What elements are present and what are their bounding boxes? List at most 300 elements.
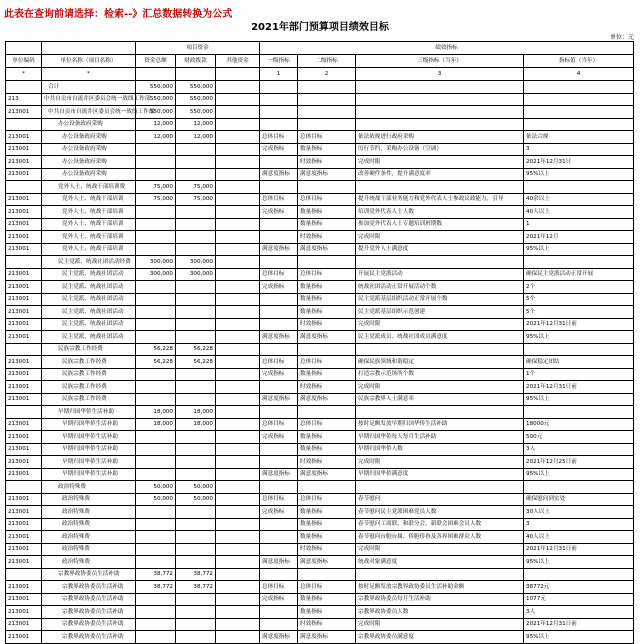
level1-cell: 总体目标 xyxy=(260,356,298,369)
level1-cell: 总体目标 xyxy=(260,268,298,281)
level1-cell: 满意度指标 xyxy=(260,393,298,406)
unit-name-cell: 民主党派、统战社团活动 xyxy=(42,318,136,331)
level1-cell xyxy=(260,618,298,631)
total-funds-cell xyxy=(136,506,176,519)
fiscal-funds-cell: 18,000 xyxy=(176,418,216,431)
level3-cell: 打造宗教示范场所个数 xyxy=(356,368,524,381)
unit-code-cell: 213001 xyxy=(6,443,42,456)
level3-cell: 民主党派成员、统战社团成员满意度 xyxy=(356,331,524,344)
unit-code-cell: 213001 xyxy=(6,631,42,644)
table-row xyxy=(6,593,634,606)
unit-code-cell xyxy=(6,568,42,581)
other-funds-cell xyxy=(216,556,260,569)
level2-cell: 数量指标 xyxy=(298,143,356,156)
table-row xyxy=(6,193,634,206)
level3-cell: 统战社团活动正常开展活动个数 xyxy=(356,281,524,294)
table-row xyxy=(6,256,634,269)
level3-cell xyxy=(356,481,524,494)
other-funds-cell xyxy=(216,381,260,394)
unit-code-cell xyxy=(6,343,42,356)
other-funds-cell xyxy=(216,218,260,231)
other-funds-cell xyxy=(216,468,260,481)
fiscal-funds-cell xyxy=(176,156,216,169)
level3-cell xyxy=(356,93,524,106)
table-row xyxy=(6,118,634,131)
unit-name-cell: 早期归国华侨生活补助 xyxy=(42,468,136,481)
value-cell: 1077元 xyxy=(524,593,634,606)
header-star: * xyxy=(42,68,136,81)
other-funds-cell xyxy=(216,181,260,194)
fiscal-funds-cell: 38,772 xyxy=(176,568,216,581)
header-cell xyxy=(216,68,260,81)
table-row xyxy=(6,606,634,619)
fiscal-funds-cell xyxy=(176,281,216,294)
total-funds-cell xyxy=(136,468,176,481)
table-row xyxy=(6,456,634,469)
fiscal-funds-cell xyxy=(176,531,216,544)
value-cell: 3人 xyxy=(524,443,634,456)
unit-name-cell: 党外人士、统战干部培训 xyxy=(42,243,136,256)
total-funds-cell xyxy=(136,143,176,156)
unit-name-cell: 政治特殊费 xyxy=(42,493,136,506)
value-cell: 95%以上 xyxy=(524,243,634,256)
table-row xyxy=(6,431,634,444)
total-funds-cell xyxy=(136,443,176,456)
header-num-4: 4 xyxy=(524,68,634,81)
value-cell: 2021年12月25日前 xyxy=(524,456,634,469)
level2-cell: 总体目标 xyxy=(298,268,356,281)
total-funds-cell xyxy=(136,218,176,231)
other-funds-cell xyxy=(216,118,260,131)
unit-name-cell: 早期归国华侨生活补助 xyxy=(42,418,136,431)
fiscal-funds-cell: 38,772 xyxy=(176,581,216,594)
total-funds-cell xyxy=(136,531,176,544)
level1-cell: 满意度指标 xyxy=(260,243,298,256)
level3-cell xyxy=(356,568,524,581)
value-cell xyxy=(524,106,634,119)
level2-cell xyxy=(298,406,356,419)
unit-code-cell: 213 xyxy=(6,93,42,106)
header-value: 指标值（当年） xyxy=(524,55,634,68)
value-cell: 3 xyxy=(524,518,634,531)
unit-name-cell: 中共自贡市自流井区委员会统一战线工作部 xyxy=(42,106,136,119)
other-funds-cell xyxy=(216,518,260,531)
total-funds-cell xyxy=(136,393,176,406)
level1-cell: 满意度指标 xyxy=(260,331,298,344)
table-row xyxy=(6,531,634,544)
level3-cell: 民族宗教界人士满意率 xyxy=(356,393,524,406)
level1-cell xyxy=(260,306,298,319)
unit-name-cell: 中共自贡市自流井区委员会统一战线工作部 xyxy=(42,93,136,106)
level2-cell: 数量指标 xyxy=(298,206,356,219)
level3-cell: 宗教界政协委员每月生活补助 xyxy=(356,593,524,606)
level1-cell xyxy=(260,443,298,456)
level3-cell: 民主党派基层组织活动正常开展个数 xyxy=(356,293,524,306)
fiscal-funds-cell: 550,000 xyxy=(176,93,216,106)
unit-name-cell: 党外人士、统战干部培训 xyxy=(42,231,136,244)
header-total-funds: 资金总额 xyxy=(136,55,176,68)
value-cell: 3 xyxy=(524,143,634,156)
unit-code-cell: 213001 xyxy=(6,581,42,594)
total-funds-cell xyxy=(136,231,176,244)
level2-cell xyxy=(298,343,356,356)
value-cell: 38772元 xyxy=(524,581,634,594)
level3-cell: 按时足额发放宗教界政协委员生活补助金额 xyxy=(356,581,524,594)
unit-name-cell: 民族宗教工作经费 xyxy=(42,381,136,394)
unit-code-cell: 213001 xyxy=(6,531,42,544)
total-funds-cell xyxy=(136,456,176,469)
level3-cell: 春节慰问工商联、和联分会、新联会困难会员人数 xyxy=(356,518,524,531)
total-funds-cell: 75,000 xyxy=(136,181,176,194)
unit-code-cell xyxy=(6,481,42,494)
value-cell: 确保慰问到实处 xyxy=(524,493,634,506)
total-funds-cell xyxy=(136,543,176,556)
other-funds-cell xyxy=(216,481,260,494)
unit-code-cell: 213001 xyxy=(6,368,42,381)
unit-name-cell: 民主党派、统战社团活动 xyxy=(42,281,136,294)
table-body xyxy=(6,81,634,644)
total-funds-cell: 300,000 xyxy=(136,268,176,281)
level2-cell: 满意度指标 xyxy=(298,243,356,256)
unit-name-cell: 早期归国华侨生活补助 xyxy=(42,406,136,419)
unit-code-cell: 213001 xyxy=(6,206,42,219)
table-row xyxy=(6,493,634,506)
unit-code-cell: 213001 xyxy=(6,281,42,294)
level1-cell: 完成指标 xyxy=(260,206,298,219)
other-funds-cell xyxy=(216,243,260,256)
level2-cell: 数量指标 xyxy=(298,593,356,606)
fiscal-funds-cell: 50,000 xyxy=(176,481,216,494)
fiscal-funds-cell xyxy=(176,231,216,244)
value-cell: 95%以上 xyxy=(524,331,634,344)
total-funds-cell xyxy=(136,381,176,394)
level3-cell: 宗教界政协委员满意度 xyxy=(356,631,524,644)
unit-name-cell: 办公设备政府采购 xyxy=(42,118,136,131)
total-funds-cell: 56,228 xyxy=(136,356,176,369)
table-row xyxy=(6,206,634,219)
header-project-funds: 项目资金 xyxy=(136,42,260,55)
level3-cell xyxy=(356,81,524,94)
level1-cell xyxy=(260,218,298,231)
fiscal-funds-cell xyxy=(176,206,216,219)
table-row xyxy=(6,481,634,494)
header-num-2: 2 xyxy=(298,68,356,81)
total-funds-cell xyxy=(136,368,176,381)
level3-cell: 完成时限 xyxy=(356,618,524,631)
other-funds-cell xyxy=(216,343,260,356)
unit-name-cell: 党外人士、统战干部培训费 xyxy=(42,181,136,194)
unit-name-cell: 宗教界政协委员生活补助 xyxy=(42,593,136,606)
level1-cell: 完成指标 xyxy=(260,368,298,381)
value-cell xyxy=(524,481,634,494)
other-funds-cell xyxy=(216,306,260,319)
table-row xyxy=(6,306,634,319)
unit-name-cell: 早期归国华侨生活补助 xyxy=(42,456,136,469)
level3-cell: 完成时限 xyxy=(356,381,524,394)
total-funds-cell: 12,000 xyxy=(136,118,176,131)
unit-name-cell: 合计 xyxy=(42,81,136,94)
level1-cell: 总体目标 xyxy=(260,493,298,506)
level1-cell xyxy=(260,456,298,469)
level2-cell: 总体目标 xyxy=(298,418,356,431)
total-funds-cell xyxy=(136,606,176,619)
value-cell: 95%以上 xyxy=(524,393,634,406)
unit-code-cell: 213001 xyxy=(6,456,42,469)
total-funds-cell: 50,000 xyxy=(136,481,176,494)
level3-cell: 提升统战干部业务能力和党外代表人士参政议政能力，引导 xyxy=(356,193,524,206)
total-funds-cell: 550,000 xyxy=(136,93,176,106)
other-funds-cell xyxy=(216,131,260,144)
unit-code-cell: 213001 xyxy=(6,306,42,319)
level3-cell: 完成时限 xyxy=(356,543,524,556)
unit-code-cell xyxy=(6,406,42,419)
total-funds-cell: 550,000 xyxy=(136,81,176,94)
value-cell: 95%以上 xyxy=(524,468,634,481)
unit-code-cell: 213001 xyxy=(6,556,42,569)
value-cell: 95%以上 xyxy=(524,556,634,569)
fiscal-funds-cell xyxy=(176,306,216,319)
value-cell xyxy=(524,118,634,131)
fiscal-funds-cell: 75,000 xyxy=(176,193,216,206)
level2-cell xyxy=(298,181,356,194)
level1-cell xyxy=(260,543,298,556)
table-row xyxy=(6,556,634,569)
other-funds-cell xyxy=(216,256,260,269)
unit-name-cell: 民族宗教工作经费 xyxy=(42,343,136,356)
level1-cell: 完成指标 xyxy=(260,143,298,156)
total-funds-cell: 18,000 xyxy=(136,418,176,431)
level1-cell xyxy=(260,381,298,394)
unit-code-cell: 213001 xyxy=(6,218,42,231)
other-funds-cell xyxy=(216,168,260,181)
fiscal-funds-cell xyxy=(176,243,216,256)
page-title: 2021年部门预算项目绩效目标 xyxy=(251,22,389,33)
level1-cell xyxy=(260,231,298,244)
level2-cell: 时效指标 xyxy=(298,318,356,331)
unit-name-cell: 党外人士、统战干部培训 xyxy=(42,218,136,231)
level1-cell: 满意度指标 xyxy=(260,556,298,569)
level2-cell: 满意度指标 xyxy=(298,168,356,181)
unit-code-cell: 213001 xyxy=(6,193,42,206)
level3-cell: 春节慰问民主党派困难党员人数 xyxy=(356,506,524,519)
unit-code-cell: 213001 xyxy=(6,156,42,169)
header-fiscal-funds: 财政拨款 xyxy=(176,55,216,68)
table-row xyxy=(6,293,634,306)
fiscal-funds-cell xyxy=(176,331,216,344)
unit-code-cell: 213001 xyxy=(6,431,42,444)
level2-cell: 时效指标 xyxy=(298,543,356,556)
fiscal-funds-cell xyxy=(176,393,216,406)
level2-cell: 总体目标 xyxy=(298,131,356,144)
table-row xyxy=(6,443,634,456)
level2-cell: 总体目标 xyxy=(298,193,356,206)
table-row xyxy=(6,231,634,244)
total-funds-cell xyxy=(136,556,176,569)
level2-cell: 数量指标 xyxy=(298,531,356,544)
level2-cell xyxy=(298,93,356,106)
fiscal-funds-cell xyxy=(176,618,216,631)
unit-name-cell: 政治特殊费 xyxy=(42,518,136,531)
header-other-funds: 其他资金 xyxy=(216,55,260,68)
unit-name-cell: 办公设备政府采购 xyxy=(42,131,136,144)
table-row xyxy=(6,343,634,356)
unit-code-cell: 213001 xyxy=(6,231,42,244)
fiscal-funds-cell xyxy=(176,218,216,231)
table-row xyxy=(6,406,634,419)
level2-cell: 满意度指标 xyxy=(298,631,356,644)
level1-cell: 完成指标 xyxy=(260,593,298,606)
table-row xyxy=(6,568,634,581)
value-cell: 2021年12月31日前 xyxy=(524,318,634,331)
unit-name-cell: 政治特殊费 xyxy=(42,481,136,494)
level3-cell xyxy=(356,256,524,269)
unit-code-cell: 213001 xyxy=(6,506,42,519)
fiscal-funds-cell xyxy=(176,318,216,331)
value-cell: 依法合规 xyxy=(524,131,634,144)
unit-code-cell: 213001 xyxy=(6,593,42,606)
header-performance: 绩效指标 xyxy=(260,42,634,55)
level2-cell: 数量指标 xyxy=(298,518,356,531)
level3-cell xyxy=(356,106,524,119)
level1-cell: 总体目标 xyxy=(260,193,298,206)
level3-cell: 早期归国华侨每人每月生活补助 xyxy=(356,431,524,444)
unit-code-cell: 213001 xyxy=(6,393,42,406)
level2-cell: 时效指标 xyxy=(298,381,356,394)
value-cell xyxy=(524,343,634,356)
total-funds-cell xyxy=(136,318,176,331)
fiscal-funds-cell xyxy=(176,468,216,481)
fiscal-funds-cell: 300,000 xyxy=(176,268,216,281)
table-row xyxy=(6,468,634,481)
other-funds-cell xyxy=(216,581,260,594)
header-unit-name: 单位名称（项目名称） xyxy=(42,55,136,68)
other-funds-cell xyxy=(216,506,260,519)
fiscal-funds-cell xyxy=(176,556,216,569)
level2-cell: 总体目标 xyxy=(298,356,356,369)
level3-cell: 统战对象满意度 xyxy=(356,556,524,569)
fiscal-funds-cell xyxy=(176,381,216,394)
value-cell xyxy=(524,568,634,581)
other-funds-cell xyxy=(216,206,260,219)
unit-code-cell: 213001 xyxy=(6,606,42,619)
unit-code-cell: 213001 xyxy=(6,618,42,631)
unit-code-cell: 213001 xyxy=(6,318,42,331)
unit-name-cell: 政治特殊费 xyxy=(42,531,136,544)
other-funds-cell xyxy=(216,368,260,381)
unit-name-cell: 民主党派、统战社团活动经费 xyxy=(42,256,136,269)
unit-name-cell: 早期归国华侨生活补助 xyxy=(42,431,136,444)
value-cell: 确保稳定团结 xyxy=(524,356,634,369)
value-cell: 95%以上 xyxy=(524,168,634,181)
value-cell: 95%以上 xyxy=(524,631,634,644)
other-funds-cell xyxy=(216,93,260,106)
level3-cell: 春节慰问 xyxy=(356,493,524,506)
other-funds-cell xyxy=(216,456,260,469)
level2-cell xyxy=(298,568,356,581)
table-row xyxy=(6,156,634,169)
level1-cell: 满意度指标 xyxy=(260,631,298,644)
level1-cell xyxy=(260,518,298,531)
value-cell: 3人 xyxy=(524,606,634,619)
value-cell: 2个 xyxy=(524,281,634,294)
other-funds-cell xyxy=(216,543,260,556)
total-funds-cell xyxy=(136,331,176,344)
other-funds-cell xyxy=(216,418,260,431)
unit-code-cell xyxy=(6,118,42,131)
other-funds-cell xyxy=(216,193,260,206)
fiscal-funds-cell xyxy=(176,518,216,531)
fiscal-funds-cell xyxy=(176,631,216,644)
level3-cell: 完成时限 xyxy=(356,156,524,169)
table-row xyxy=(6,143,634,156)
fiscal-funds-cell: 50,000 xyxy=(176,493,216,506)
unit-code-cell: 213001 xyxy=(6,356,42,369)
level2-cell: 总体目标 xyxy=(298,581,356,594)
other-funds-cell xyxy=(216,106,260,119)
other-funds-cell xyxy=(216,156,260,169)
header-cell xyxy=(42,42,136,55)
unit-code-cell xyxy=(6,181,42,194)
level1-cell xyxy=(260,481,298,494)
fiscal-funds-cell xyxy=(176,456,216,469)
value-cell: 2021年12月31日前 xyxy=(524,543,634,556)
level3-cell: 参加党外代表人士专题培训班期数 xyxy=(356,218,524,231)
level1-cell: 完成指标 xyxy=(260,281,298,294)
value-cell xyxy=(524,181,634,194)
total-funds-cell xyxy=(136,431,176,444)
unit-code-cell: 213001 xyxy=(6,143,42,156)
unit-code-cell: 213001 xyxy=(6,418,42,431)
fiscal-funds-cell xyxy=(176,593,216,606)
total-funds-cell xyxy=(136,293,176,306)
fiscal-funds-cell: 56,228 xyxy=(176,343,216,356)
unit-name-cell: 宗教界政协委员生活补助 xyxy=(42,568,136,581)
level1-cell xyxy=(260,106,298,119)
value-cell: 2021年12月 xyxy=(524,231,634,244)
total-funds-cell: 50,000 xyxy=(136,493,176,506)
level3-cell: 开展民主党派活动 xyxy=(356,268,524,281)
level1-cell xyxy=(260,181,298,194)
level2-cell: 满意度指标 xyxy=(298,556,356,569)
table-row xyxy=(6,218,634,231)
total-funds-cell xyxy=(136,631,176,644)
unit-name-cell: 政治特殊费 xyxy=(42,556,136,569)
total-funds-cell: 38,772 xyxy=(136,581,176,594)
level2-cell: 时效指标 xyxy=(298,231,356,244)
other-funds-cell xyxy=(216,493,260,506)
level3-cell: 依法依规进行政府采购 xyxy=(356,131,524,144)
level2-cell: 数量指标 xyxy=(298,368,356,381)
level1-cell xyxy=(260,156,298,169)
level1-cell xyxy=(260,531,298,544)
fiscal-funds-cell: 12,000 xyxy=(176,131,216,144)
fiscal-funds-cell xyxy=(176,293,216,306)
value-cell: 2021年12月31日前 xyxy=(524,381,634,394)
table-row xyxy=(6,543,634,556)
fiscal-funds-cell xyxy=(176,168,216,181)
header-star: * xyxy=(6,68,42,81)
unit-name-cell: 民族宗教工作经费 xyxy=(42,368,136,381)
level3-cell: 完成时限 xyxy=(356,456,524,469)
other-funds-cell xyxy=(216,431,260,444)
value-cell: 40人以上 xyxy=(524,531,634,544)
value-cell: 500元 xyxy=(524,431,634,444)
header-row-3 xyxy=(6,68,634,81)
other-funds-cell xyxy=(216,281,260,294)
total-funds-cell: 12,000 xyxy=(136,131,176,144)
unit-name-cell: 办公设备政府采购 xyxy=(42,168,136,181)
fiscal-funds-cell xyxy=(176,143,216,156)
